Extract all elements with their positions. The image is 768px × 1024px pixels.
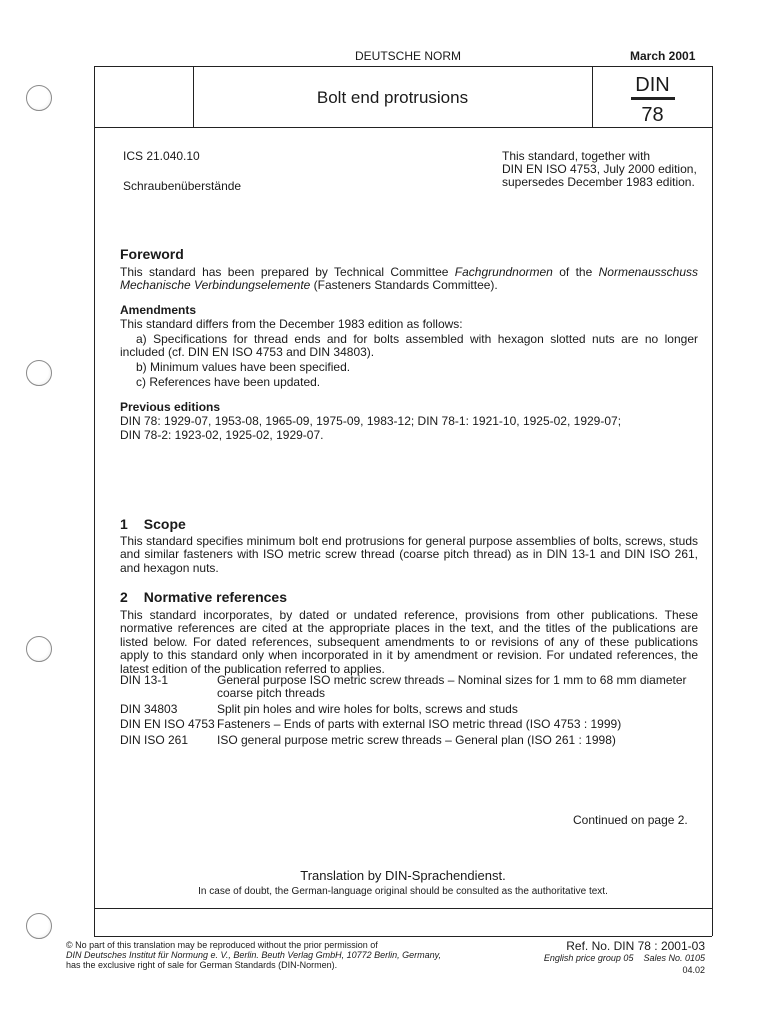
punch-hole [26,360,52,386]
amendment-item: c) References have been updated. [136,375,321,389]
reference-title: Split pin holes and wire holes for bolts, screws and studs [217,701,518,716]
section-number: 2 [120,589,128,605]
sales-number: Sales No. 0105 [643,953,705,963]
reference-list [120,674,698,747]
normative-heading [120,589,287,605]
reference-code: DIN 13-1 [120,673,169,687]
frame-right [712,128,713,936]
din-label: DIN [635,74,670,96]
amendment-item: a) Specifications for thread ends and for bolts assembled with hexagon slotted nuts are no longer included (cf. DIN EN ISO 4753 and DIN 34803). [120,332,698,360]
supersedes-line: DIN EN ISO 4753, July 2000 edition, [502,162,697,176]
doubt-note: In case of doubt, the German-language original should be consulted as the authoritative text. [198,886,608,897]
amendments-heading: Amendments [120,303,197,317]
copyright-line: DIN Deutsches Institut für Normung e. V., Berlin. Beuth Verlag GmbH, 10772 Berlin, Germany, [66,950,441,960]
copyright-line: has the exclusive right of sale for German Standards (DIN-Normen). [66,960,338,970]
normative-text: This standard incorporates, by dated or undated reference, provisions from other publications. These normative references are cited at the appropriate places in the text, and the titles of the publications are listed below. For dated references, subsequent amendments to or revisions of any of these publications apply to this standard only when incorporated in it by amendment or revision. For undated references, the latest edition of the publication referred to applies. [120,608,698,676]
norm-series: DEUTSCHE NORM [355,49,462,63]
reference-title: Fasteners – Ends of parts with external ISO metric thread (ISO 4753 : 1999) [217,717,622,732]
reference-row [120,703,698,716]
supersedes-line: supersedes December 1983 edition. [502,175,695,189]
translation-note: Translation by DIN-Sprachendienst. [300,868,506,883]
supersedes-line: This standard, together with [502,149,651,163]
foreword-text [120,266,698,293]
punch-hole [26,85,52,111]
continued-note: Continued on page 2. [573,813,688,827]
ics-code: ICS 21.040.10 [123,149,200,163]
reference-title: ISO general purpose metric screw threads – General plan (ISO 261 : 1998) [217,732,616,747]
foreword-text-part: This standard has been prepared by Technical Committee [120,265,455,279]
reference-number: Ref. No. DIN 78 : 2001-03 [566,939,705,953]
amendments-intro: This standard differs from the December 1983 edition as follows: [120,317,463,331]
frame-left [94,128,95,908]
german-title: Schraubenüberstände [123,179,242,193]
section-title: Scope [143,516,186,532]
supersedes-note [502,150,697,189]
scope-heading [120,516,186,532]
reference-row [120,734,698,747]
previous-editions-line: DIN 78: 1929-07, 1953-08, 1965-09, 1975-09, 1983-12; DIN 78-1: 1921-10, 1925-02, 1929-07; [120,414,622,428]
punch-hole [26,913,52,939]
issue-date: March 2001 [630,49,696,63]
reference-code: DIN ISO 261 [120,732,189,747]
frame-rule [94,908,712,909]
reference-code: DIN EN ISO 4753 [120,717,215,732]
document-title: Bolt end protrusions [316,88,469,107]
foreword-text-part: of the [552,265,599,279]
standards-body-name: Normenausschuss Mechanische Verbindungselemente [120,265,698,293]
reference-title: General purpose ISO metric screw threads – Nominal sizes for 1 mm to 68 mm diameter coarse pitch threads [217,673,687,701]
foreword-heading: Foreword [120,246,184,262]
reference-row [120,674,698,701]
section-number: 1 [120,516,128,532]
copyright-line: © No part of this translation may be reproduced without the prior permission of [66,940,378,950]
price-info [500,953,705,963]
scope-text: This standard specifies minimum bolt end protrusions for general purpose assemblies of bolts, screws, studs and similar fasteners with ISO metric screw thread (coarse pitch thread) as in DIN 13-1 and DIN ISO 261, and hexagon nuts. [120,534,698,575]
previous-editions-heading: Previous editions [120,400,221,414]
amendment-item: b) Minimum values have been specified. [136,360,351,374]
foreword-text-part: (Fasteners Standards Committee). [310,278,498,293]
frame-left-lower [94,908,95,936]
section-title: Normative references [143,589,287,605]
previous-editions-line: DIN 78-2: 1923-02, 1925-02, 1929-07. [120,428,324,442]
din-number: 78 [641,104,664,126]
copyright-notice [66,940,486,970]
committee-name: Fachgrundnormen [454,265,553,279]
price-group: English price group 05 [543,953,634,963]
frame-rule [94,936,712,937]
print-code: 04.02 [682,965,705,975]
din-underline [631,97,675,100]
punch-hole [26,636,52,662]
reference-code: DIN 34803 [120,701,178,716]
din-logo [592,74,713,127]
reference-row [120,718,698,731]
